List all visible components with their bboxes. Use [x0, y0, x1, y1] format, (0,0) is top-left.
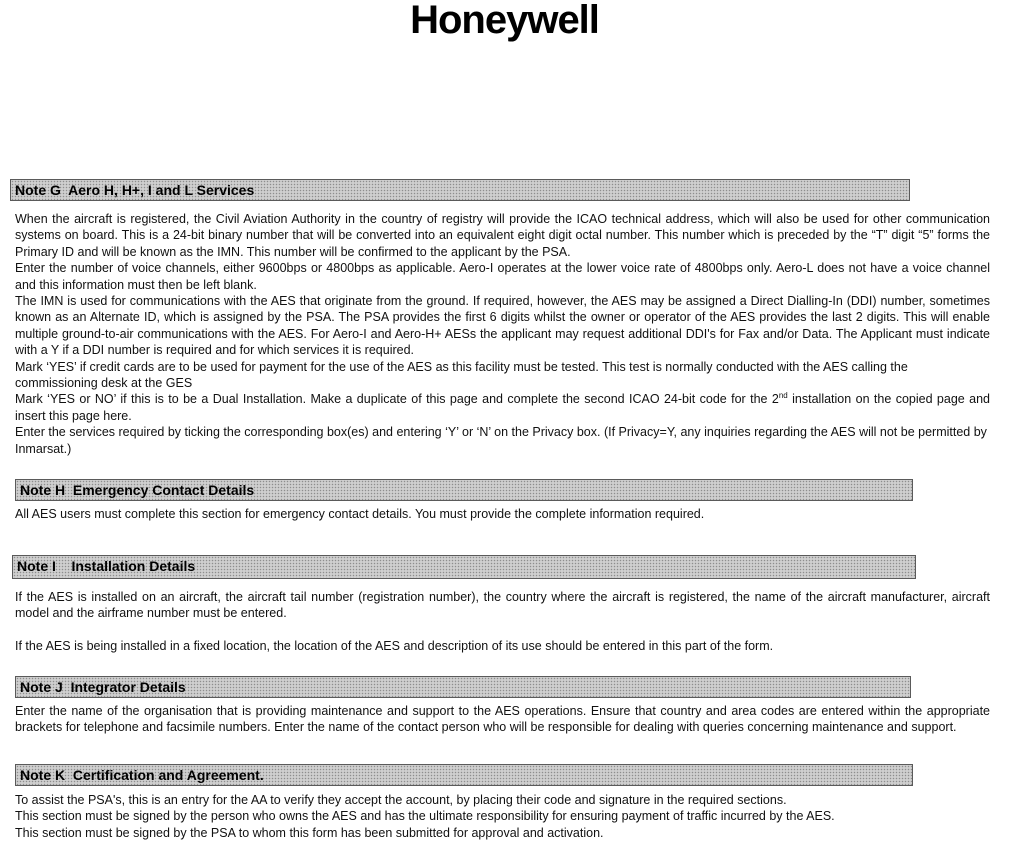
note-g-body — [15, 211, 990, 457]
note-i-body — [15, 589, 990, 655]
note-j-title: Note J Integrator Details — [20, 679, 186, 695]
note-g-paragraph-dual-installation — [15, 391, 990, 424]
note-j-paragraph: Enter the name of the organisation that is providing maintenance and support to the AES operations. Ensure that country and area codes are entered within the appropriate brackets for telephone and facsimile numbers. Enter the name of the contact person who will be responsible for dealing with queries concerning maintenance and support. — [15, 704, 990, 735]
note-g-heading-bar — [10, 179, 910, 201]
note-g-dual-text-end: installation on the copied page and insert this page here. — [15, 392, 990, 423]
note-h-title: Note H Emergency Contact Details — [20, 482, 255, 498]
note-g-paragraph-ddi: The IMN is used for communications with the AES that originate from the ground. If required, however, the AES may be assigned a Direct Dialling-In (DDI) number, sometimes known as an Alternate ID, which is assigned by the PSA. The PSA provides the first 6 digits whilst the owner or operator of the AES provides the last 2 digits. This will enable multiple ground-to-air communications with the AES. For Aero-I and Aero-H+ AESs the applicant may request additional DDI's for Fax and/or Data. The Applicant must indicate with a Y if a DDI number is required and for which services it is required. — [15, 294, 990, 358]
note-g-paragraph-icao-address: When the aircraft is registered, the Civil Aviation Authority in the country of registry will provide the ICAO technical address, which will also be used for other communication systems on board. This is a 24-bit binary number that will be converted into an equivalent eight digit octal number. This number which is preceded by the “T” digit “5” forms the Primary ID and will be known as the IMN. This number will be confirmed to the applicant by the PSA. — [15, 212, 990, 259]
note-j-heading-bar — [15, 676, 911, 698]
honeywell-logo: Honeywell — [410, 0, 599, 42]
note-k-paragraph-owner-signature: This section must be signed by the person who owns the AES and has the ultimate responsibility for ensuring payment of traffic incurred by the AES. — [15, 809, 835, 824]
note-i-paragraph-aircraft: If the AES is installed on an aircraft, the aircraft tail number (registration number), the country where the aircraft is registered, the name of the aircraft manufacturer, aircraft model and the airframe number must be entered. — [15, 590, 990, 621]
note-g-paragraph-services: Enter the services required by ticking the corresponding box(es) and entering ‘Y’ or ‘N’ on the Privacy box. (If Privacy=Y, any inquiries regarding the AES will not be permitted by Inmarsat.) — [15, 425, 987, 456]
note-g-dual-text-start: Mark ‘YES or NO’ if this is to be a Dual Installation. Make a duplicate of this page and complete the second ICAO 24-bit code for the 2 — [15, 392, 779, 407]
note-k-body — [15, 792, 990, 841]
note-k-heading-bar — [15, 764, 913, 786]
note-k-title: Note K Certification and Agreement. — [20, 767, 264, 783]
note-g-title: Note G Aero H, H+, I and L Services — [15, 182, 255, 198]
note-h-paragraph: All AES users must complete this section for emergency contact details. You must provide the complete information required. — [15, 507, 705, 521]
note-k-paragraph-psa-signature: This section must be signed by the PSA to whom this form has been submitted for approval and activation. — [15, 825, 604, 840]
note-i-heading-bar — [12, 555, 916, 579]
note-i-title: Note I Installation Details — [17, 558, 196, 574]
note-i-paragraph-fixed-location: If the AES is being installed in a fixed location, the location of the AES and description of its use should be entered in this part of the form. — [15, 639, 774, 654]
note-k-paragraph-psa-entry: To assist the PSA's, this is an entry for the AA to verify they accept the account, by placing their code and signature in the required sections. — [15, 793, 787, 807]
note-h-heading-bar — [15, 479, 913, 501]
note-g-paragraph-credit-cards: Mark ‘YES’ if credit cards are to be used for payment for the use of the AES as this facility must be tested. This test is normally conducted with the AES calling the commissioning desk at the GES — [15, 359, 908, 391]
note-j-body — [15, 703, 990, 736]
note-g-dual-ordinal-suffix: nd — [778, 391, 788, 401]
note-g-paragraph-voice-channels: Enter the number of voice channels, either 9600bps or 4800bps as applicable. Aero-I operates at the lower voice rate of 4800bps only. Aero-L does not have a voice channel and this information must then be left blank. — [15, 261, 990, 292]
note-h-body — [15, 506, 990, 522]
